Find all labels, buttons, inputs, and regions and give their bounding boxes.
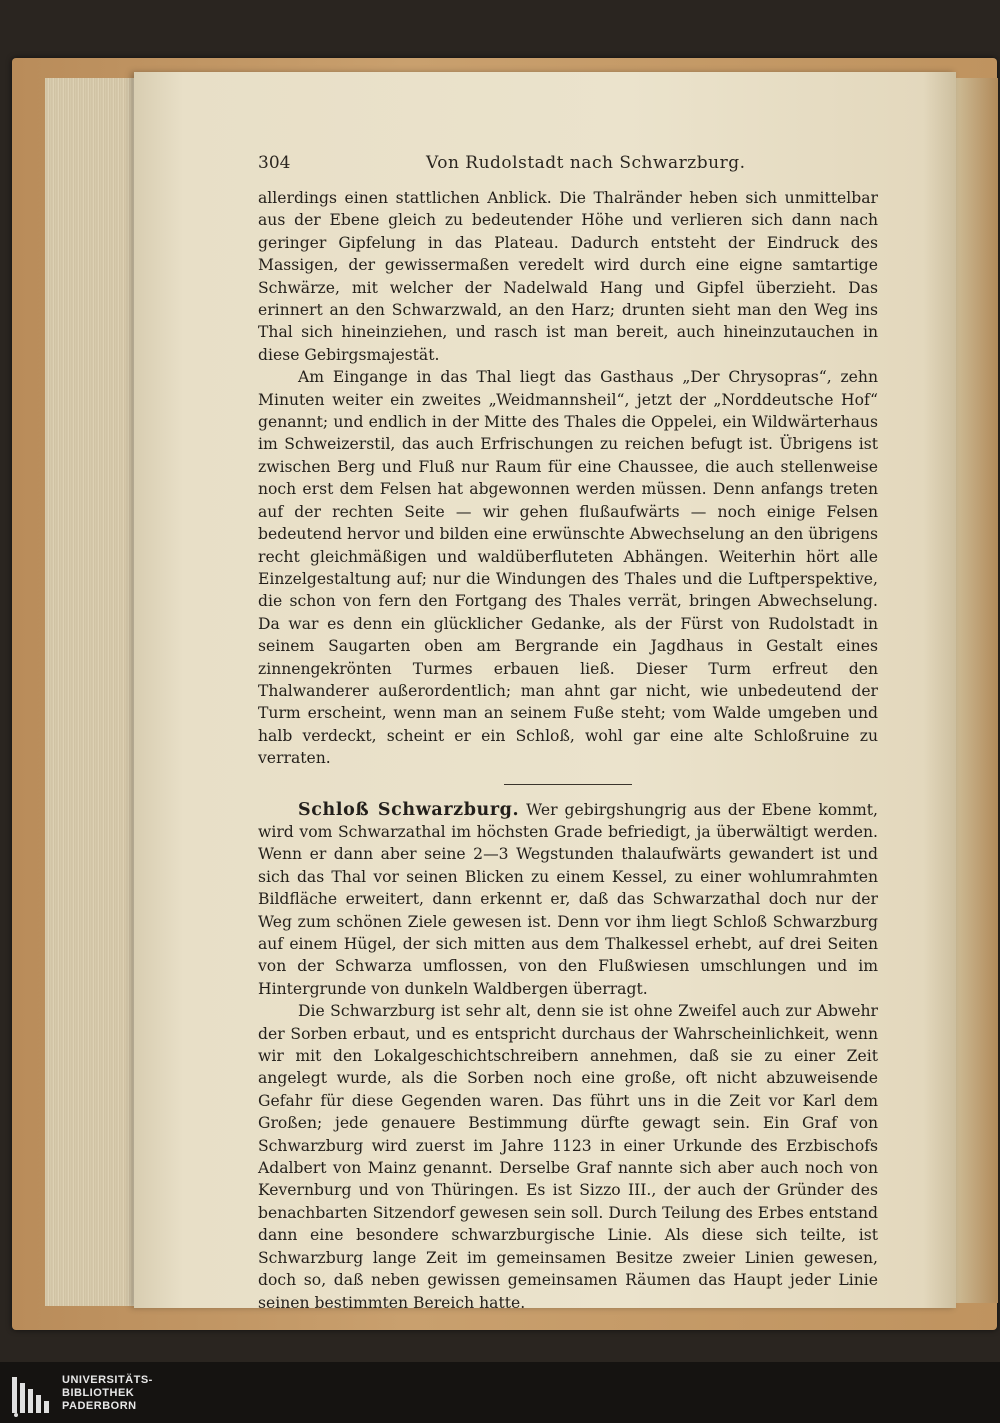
library-name [62,1374,153,1413]
library-footer [0,1362,1000,1423]
running-head: Von Rudolstadt nach Schwarzburg. [426,153,746,173]
paragraph-1: allerdings einen stattlichen Anblick. Die Thalränder heben sich unmittelbar aus der Ebene gleich zu bedeutender Höhe und verlieren sich dann nach geringer Gipfelung in das Plateau. Dadurch entsteht der Eindruck des Massigen, der gewissermaßen veredelt wird durch eine eigne samtartige Schwärze, mit welcher der Nadelwald Hang und Gipfel überzieht. Das erinnert an den Schwarzwald, an den Harz; drunten sieht man den Weg ins Thal sich hineinziehen, und rasch ist man bereit, auch hineinzutauchen in diese Gebirgsmajestät. [258,189,878,364]
library-name-line-1: UNIVERSITÄTS- [62,1374,153,1386]
section-title: Schloß Schwarzburg. [298,799,520,820]
library-name-line-3: PADERBORN [62,1400,137,1412]
page-text [258,187,878,1314]
paragraph-3 [258,799,878,1001]
page-header [258,153,878,179]
paragraph-2: Am Eingange in das Thal liegt das Gasthaus „Der Chrysopras“, zehn Minuten weiter ein zweites „Weidmannsheil“, jetzt der „Norddeutsche Hof“ genannt; und endlich in der Mitte des Thales die Oppelei, ein Wildwärterhaus im Schweizerstil, das auch Erfrischungen zu reichen befugt ist. Übrigens ist zwischen Berg und Fluß nur Raum für eine Chaussee, die auch stellenweise noch erst dem Felsen hat abgewonnen werden müssen. Denn anfangs treten auf der rechten Seite — wir gehen flußaufwärts — noch einige Felsen bedeutend hervor und bilden eine erwünschte Abwechselung an den übrigens recht gleichmäßigen und waldüberfluteten Abhängen. Weiterhin hört alle Einzelgestaltung auf; nur die Windungen des Thales und die Luftperspektive, die schon von fern den Fortgang des Thales verrät, bringen Abwechselung. Da war es denn ein glücklicher Gedanke, als der Fürst von Rudolstadt in seinem Saugarten oben am Bergrande ein Jagdhaus in Gestalt eines zinnengekrönten Turmes erbauen ließ. Dieser Turm erfreut den Thalwanderer außerordentlich; man ahnt gar nicht, wie unbedeutend der Turm erscheint, wenn man an seinem Fuße steht; vom Walde umgeben und halb verdeckt, scheint er ein Schloß, wohl gar eine alte Schloßruine zu verraten. [258,368,878,768]
library-name-line-2: BIBLIOTHEK [62,1387,135,1399]
paragraph-4: Die Schwarzburg ist sehr alt, denn sie ist ohne Zweifel auch zur Abwehr der Sorben erbaut, und es entspricht durchaus der Wahrscheinlichkeit, wenn wir mit den Lokalgeschichtschreibern annehmen, daß sie zu einer Zeit angelegt wurde, als die Sorben noch eine große, oft nicht abzuweisende Gefahr für diese Gegenden waren. Das führt uns in die Zeit vor Karl dem Großen; jede genauere Bestimmung dürfte gewagt sein. Ein Graf von Schwarzburg wird zuerst im Jahre 1123 in einer Urkunde des Erzbischofs Adalbert von Mainz genannt. Derselbe Graf nannte sich aber auch noch von Kevernburg und von Thüringen. Es ist Sizzo III., der auch der Gründer des benachbarten Sitzendorf gewesen sein soll. Durch Teilung des Erbes entstand dann eine besondere schwarzburgische Linie. Als diese sich teilte, ist Schwarzburg lange Zeit im gemeinsamen Besitze zweier Linien gewesen, doch so, daß neben gewissen gemeinsamen Räumen das Haupt jeder Linie seinen bestimmten Bereich hatte. [258,1002,878,1312]
library-logo-icon [10,1373,54,1417]
paragraph-3-text: Wer gebirgshungrig aus der Ebene kommt, wird vom Schwarzathal im höchsten Grade befriedigt, ja überwältigt werden. Wenn er dann aber seine 2—3 Wegstunden thalaufwärts gewandert ist und sich das Thal vor seinen Blicken zu einem Kessel, zu einer wohlumrahmten Bildfläche erweitert, dann erkennt er, daß das Schwarzathal doch nur der Weg zum schönen Ziele gewesen ist. Denn vor ihm liegt Schloß Schwarzburg auf einem Hügel, der sich mitten aus dem Thalkessel erhebt, auf drei Seiten von der Schwarza umflossen, von den Flußwiesen umschlungen und im Hintergrunde von dunkeln Waldbergen überragt. [258,800,878,998]
cover-right-edge [956,78,998,1303]
section-divider [504,784,632,785]
page-number: 304 [258,153,291,173]
